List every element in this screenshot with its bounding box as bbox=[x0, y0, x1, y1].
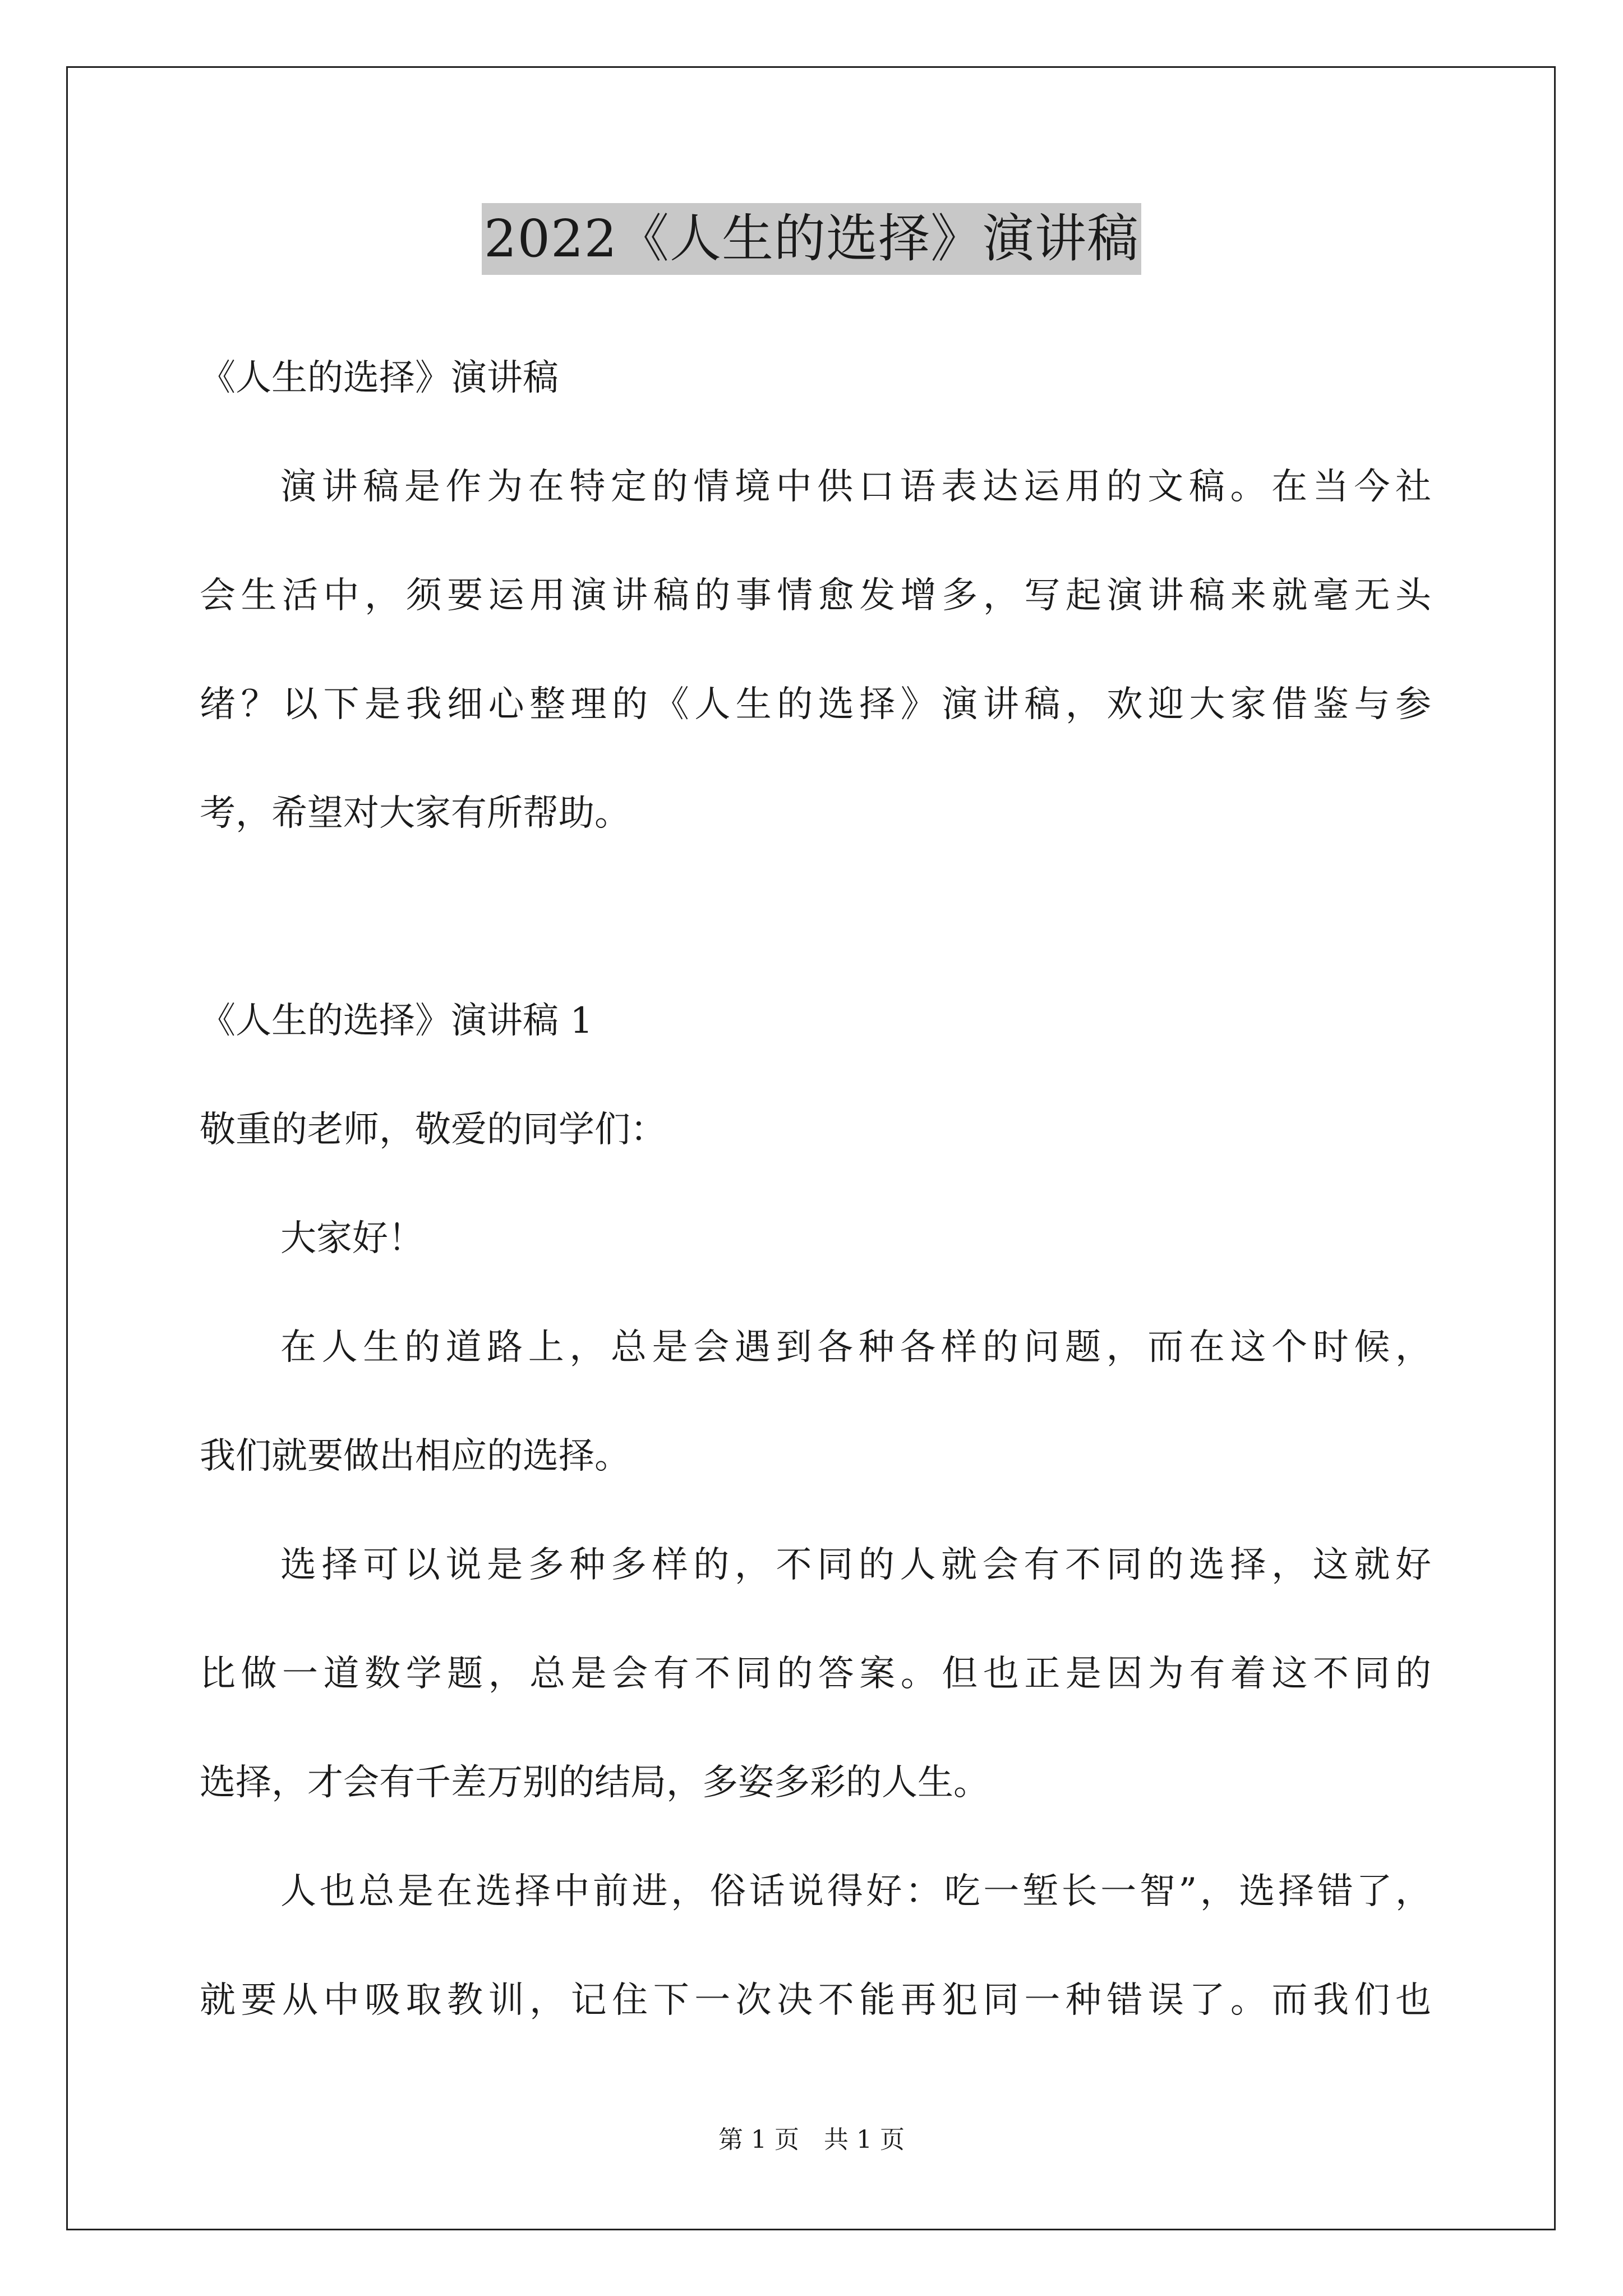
greeting: 大家好！ bbox=[280, 1218, 424, 1259]
body-line: 选择可以说是多种多样的，不同的人就会有不同的选择，这就好 bbox=[280, 1544, 1431, 1586]
title-container bbox=[0, 203, 1623, 275]
subtitle: 《人生的选择》演讲稿 bbox=[200, 357, 559, 399]
document-title: 2022《人生的选择》演讲稿 bbox=[482, 203, 1141, 275]
body-line: 我们就要做出相应的选择。 bbox=[200, 1435, 630, 1477]
salutation: 敬重的老师，敬爱的同学们： bbox=[200, 1109, 666, 1151]
intro-line: 会生活中，须要运用演讲稿的事情愈发增多，写起演讲稿来就毫无头 bbox=[200, 575, 1431, 616]
intro-line: 演讲稿是作为在特定的情境中供口语表达运用的文稿。在当今社 bbox=[280, 466, 1431, 508]
intro-line: 绪？以下是我细心整理的《人生的选择》演讲稿，欢迎大家借鉴与参 bbox=[200, 684, 1431, 725]
body-line: 选择，才会有千差万别的结局，多姿多彩的人生。 bbox=[200, 1762, 989, 1803]
body-line: 比做一道数学题，总是会有不同的答案。但也正是因为有着这不同的 bbox=[200, 1653, 1431, 1695]
page-footer: 第 1 页 共 1 页 bbox=[718, 2125, 905, 2154]
body-line: 就要从中吸取教训，记住下一次决不能再犯同一种错误了。而我们也 bbox=[200, 1980, 1431, 2021]
body-line: 人也总是在选择中前进，俗话说得好：吃一堑长一智”，选择错了， bbox=[280, 1871, 1431, 1912]
body-line: 在人生的道路上，总是会遇到各种各样的问题，而在这个时候， bbox=[280, 1327, 1431, 1368]
intro-line: 考，希望对大家有所帮助。 bbox=[200, 793, 630, 834]
section-heading: 《人生的选择》演讲稿 1 bbox=[200, 1000, 593, 1042]
